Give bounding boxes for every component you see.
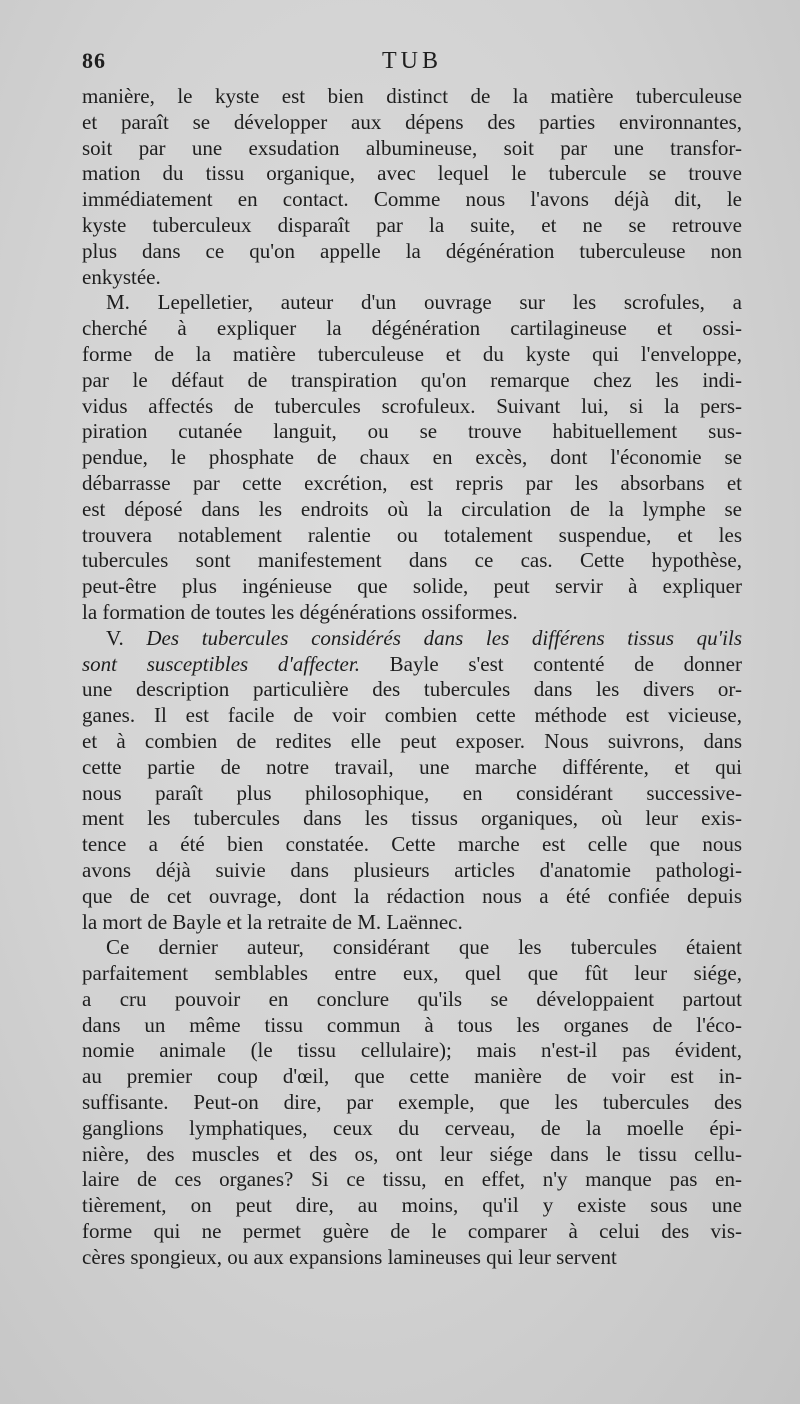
- text-line: ment les tubercules dans les tissus organiques, où leur exis-: [82, 806, 742, 831]
- text-line: parfaitement semblables entre eux, quel que fût leur siége,: [82, 961, 742, 986]
- section-heading: Des tubercules considérés dans les différens tissus qu'ils: [146, 625, 742, 650]
- text-line: une description particulière des tubercules dans les divers or-: [82, 677, 742, 702]
- paragraph: [82, 935, 742, 1270]
- text-line: par le défaut de transpiration qu'on remarque chez les indi-: [82, 367, 742, 392]
- text-line: forme qui ne permet guère de le comparer à celui des vis-: [82, 1219, 742, 1244]
- text-line: suffisante. Peut-on dire, par exemple, que les tubercules des: [82, 1090, 742, 1115]
- text-line: nière, des muscles et des os, ont leur siége dans le tissu cellu-: [82, 1141, 742, 1166]
- text-line: plus dans ce qu'on appelle la dégénération tuberculeuse non: [82, 238, 742, 263]
- text-line: débarrasse par cette excrétion, est repris par les absorbans et: [82, 470, 742, 495]
- text-line: a cru pouvoir en conclure qu'ils se développaient partout: [82, 986, 742, 1011]
- text-line: la mort de Bayle et la retraite de M. Laënnec.: [82, 909, 463, 934]
- text-line: trouvera notablement ralentie ou totalement suspendue, et les: [82, 522, 742, 547]
- paragraph: [82, 290, 742, 625]
- text-line: cères spongieux, ou aux expansions lamineuses qui leur servent: [82, 1244, 617, 1269]
- text-line: pendue, le phosphate de chaux en excès, dont l'économie se: [82, 445, 742, 470]
- text-line: enkystée.: [82, 264, 161, 289]
- text-line: tubercules sont manifestement dans ce cas. Cette hypothèse,: [82, 548, 742, 573]
- text-line: laire de ces organes? Si ce tissu, en effet, n'y manque pas en-: [82, 1167, 742, 1192]
- text-line: cette partie de notre travail, une marche différente, et qui: [82, 754, 742, 779]
- text-line: et paraît se développer aux dépens des parties environnantes,: [82, 109, 742, 134]
- body-text: [82, 84, 742, 1271]
- page-header: [82, 48, 742, 82]
- text-line: que de cet ouvrage, dont la rédaction nous a été confiée depuis: [82, 883, 742, 908]
- text-line: piration cutanée languit, ou se trouve habituellement sus-: [82, 419, 742, 444]
- text-line: Ce dernier auteur, considérant que les tubercules étaient: [106, 935, 742, 960]
- section-number: V.: [106, 625, 147, 650]
- text-line: ganes. Il est facile de voir combien cette méthode est vicieuse,: [82, 703, 742, 728]
- text-span: Bayle s'est contenté de donner: [359, 651, 742, 676]
- paragraph: [82, 84, 742, 290]
- section-heading: sont susceptibles d'affecter.: [82, 651, 360, 676]
- text-line: [82, 626, 742, 652]
- text-line: mation du tissu organique, avec lequel le tubercule se trouve: [82, 161, 742, 186]
- text-line: forme de la matière tuberculeuse et du kyste qui l'enveloppe,: [82, 341, 742, 366]
- text-line: peut-être plus ingénieuse que solide, peut servir à expliquer: [82, 574, 742, 599]
- text-line: dans un même tissu commun à tous les organes de l'éco-: [82, 1012, 742, 1037]
- text-line: tièrement, on peut dire, au moins, qu'il y existe sous une: [82, 1193, 742, 1218]
- text-line: et à combien de redites elle peut exposer. Nous suivrons, dans: [82, 728, 742, 753]
- text-line: tence a été bien constatée. Cette marche est celle que nous: [82, 832, 742, 857]
- text-line: soit par une exsudation albumineuse, soit par une transfor-: [82, 135, 742, 160]
- text-line: immédiatement en contact. Comme nous l'avons déjà dit, le: [82, 187, 742, 212]
- page-number: 86: [82, 48, 106, 73]
- text-line: manière, le kyste est bien distinct de la matière tuberculeuse: [82, 84, 742, 108]
- text-line: est déposé dans les endroits où la circulation de la lymphe se: [82, 496, 742, 521]
- text-line: M. Lepelletier, auteur d'un ouvrage sur les scrofules, a: [106, 290, 742, 315]
- text-line: la formation de toutes les dégénérations ossiformes.: [82, 599, 518, 624]
- text-line: [82, 652, 742, 678]
- text-line: vidus affectés de tubercules scrofuleux. Suivant lui, si la pers-: [82, 393, 742, 418]
- text-line: nous paraît plus philosophique, en considérant successive-: [82, 780, 742, 805]
- text-line: avons déjà suivie dans plusieurs articles d'anatomie pathologi-: [82, 857, 742, 882]
- text-line: nomie animale (le tissu cellulaire); mais n'est-il pas évident,: [82, 1038, 742, 1063]
- text-line: kyste tuberculeux disparaît par la suite, et ne se retrouve: [82, 212, 742, 237]
- paragraph: [82, 626, 742, 936]
- text-line: au premier coup d'œil, que cette manière de voir est in-: [82, 1064, 742, 1089]
- text-line: ganglions lymphatiques, ceux du cerveau, de la moelle épi-: [82, 1115, 742, 1140]
- text-line: cherché à expliquer la dégénération cartilagineuse et ossi-: [82, 316, 742, 341]
- running-head: TUB: [382, 48, 442, 74]
